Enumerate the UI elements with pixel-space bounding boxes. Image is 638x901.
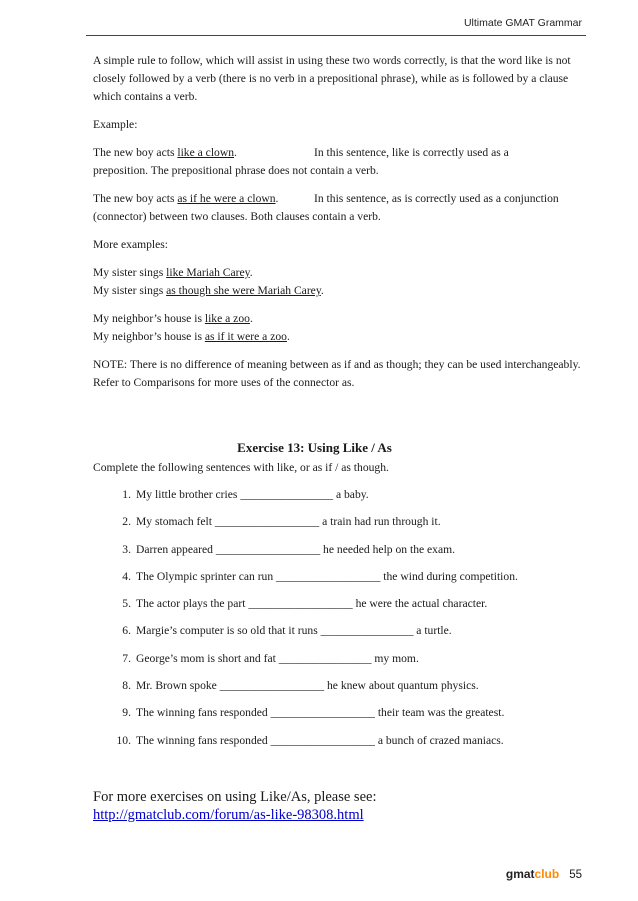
more-exercises-link[interactable]: http://gmatclub.com/forum/as-like-98308.html (93, 807, 364, 823)
exercise-item-number: 5. (122, 597, 131, 611)
body-text (93, 52, 588, 402)
exercise-item-number: 7. (122, 651, 131, 665)
example-2-rest: (connector) between two clauses. Both clauses contain a verb. (93, 210, 381, 223)
page-number: 55 (569, 869, 582, 881)
header-rule (86, 35, 586, 36)
exercise-title: Exercise 13: Using Like / As (237, 440, 392, 455)
exercise-item (114, 734, 584, 761)
example-label: Example: (93, 118, 138, 131)
example-1-note: In this sentence, like is correctly used as a (314, 146, 509, 159)
exercise-item-number: 8. (122, 679, 131, 693)
exercise-item-text: The winning fans responded __________________ their team was the greatest. (136, 706, 505, 720)
exercise-item (114, 652, 584, 679)
exercise-item (114, 488, 584, 515)
exercise-list (114, 488, 584, 761)
exercise-item-text: The actor plays the part __________________ he were the actual character. (136, 597, 488, 611)
exercise-item-text: Mr. Brown spoke __________________ he knew about quantum physics. (136, 679, 479, 693)
exercise-item-number: 2. (122, 515, 131, 529)
exercise-item-text: The winning fans responded __________________ a bunch of crazed maniacs. (136, 733, 504, 747)
exercise-item-number: 4. (122, 569, 131, 583)
exercise-item (114, 570, 584, 597)
running-header: Ultimate GMAT Grammar (463, 17, 582, 29)
exercise-item-number: 1. (122, 488, 131, 501)
example-1-line: The new boy acts like a clown. In this sentence, like is correctly used as a (93, 144, 588, 162)
exercise-item (114, 543, 584, 570)
exercise-item-text: Margie’s computer is so old that it runs ________________ a turtle. (136, 624, 452, 638)
exercise-item-number: 6. (122, 624, 131, 638)
example-2-note: In this sentence, as is correctly used as a conjunction (314, 192, 559, 205)
more-exercises-text: For more exercises on using Like/As, please see: (93, 789, 377, 805)
exercise-item-text: My little brother cries ________________ a baby. (136, 488, 369, 501)
exercise-item-number: 3. (122, 542, 131, 556)
more-examples-sister: My sister sings like Mariah Carey. My sister sings as though she were Mariah Carey. (93, 266, 324, 297)
note-paragraph: NOTE: There is no difference of meaning between as if and as though; they can be used interchangeably. Refer to Comparisons for more uses of the connector as. (93, 358, 581, 389)
intro-paragraph: A simple rule to follow, which will assist in using these two words correctly, is that the word like is not closely followed by a verb (there is no verb in a prepositional phrase), while as is followed by a clause which contains a verb. (93, 54, 571, 103)
more-examples-label: More examples: (93, 238, 169, 251)
exercise-item (114, 679, 584, 706)
example-1-rest: preposition. The prepositional phrase does not contain a verb. (93, 164, 379, 177)
exercise-item-text: Darren appeared __________________ he needed help on the exam. (136, 542, 456, 556)
example-1 (93, 144, 588, 180)
example-2-line: The new boy acts as if he were a clown. In this sentence, as is correctly used as a conjunction (93, 190, 588, 208)
exercise-item (114, 597, 584, 624)
exercise-item-number: 9. (122, 706, 131, 720)
exercise-item-text: George’s mom is short and fat ________________ my mom. (136, 651, 419, 665)
exercise-item (114, 706, 584, 733)
page-footer (506, 867, 582, 881)
exercise-item-text: The Olympic sprinter can run __________________ the wind during competition. (136, 569, 518, 583)
exercise-item (114, 624, 584, 651)
exercise-item-number: 10. (116, 733, 131, 747)
exercise-item (114, 515, 584, 542)
example-2 (93, 190, 588, 226)
more-examples-house: My neighbor’s house is like a zoo. My neighbor’s house is as if it were a zoo. (93, 312, 290, 343)
more-exercises (93, 788, 376, 824)
gmatclub-logo: gmatclub (505, 867, 560, 881)
exercise-item-text: My stomach felt __________________ a train had run through it. (136, 515, 441, 529)
exercise-instructions: Complete the following sentences with like, or as if / as though. (93, 461, 389, 474)
